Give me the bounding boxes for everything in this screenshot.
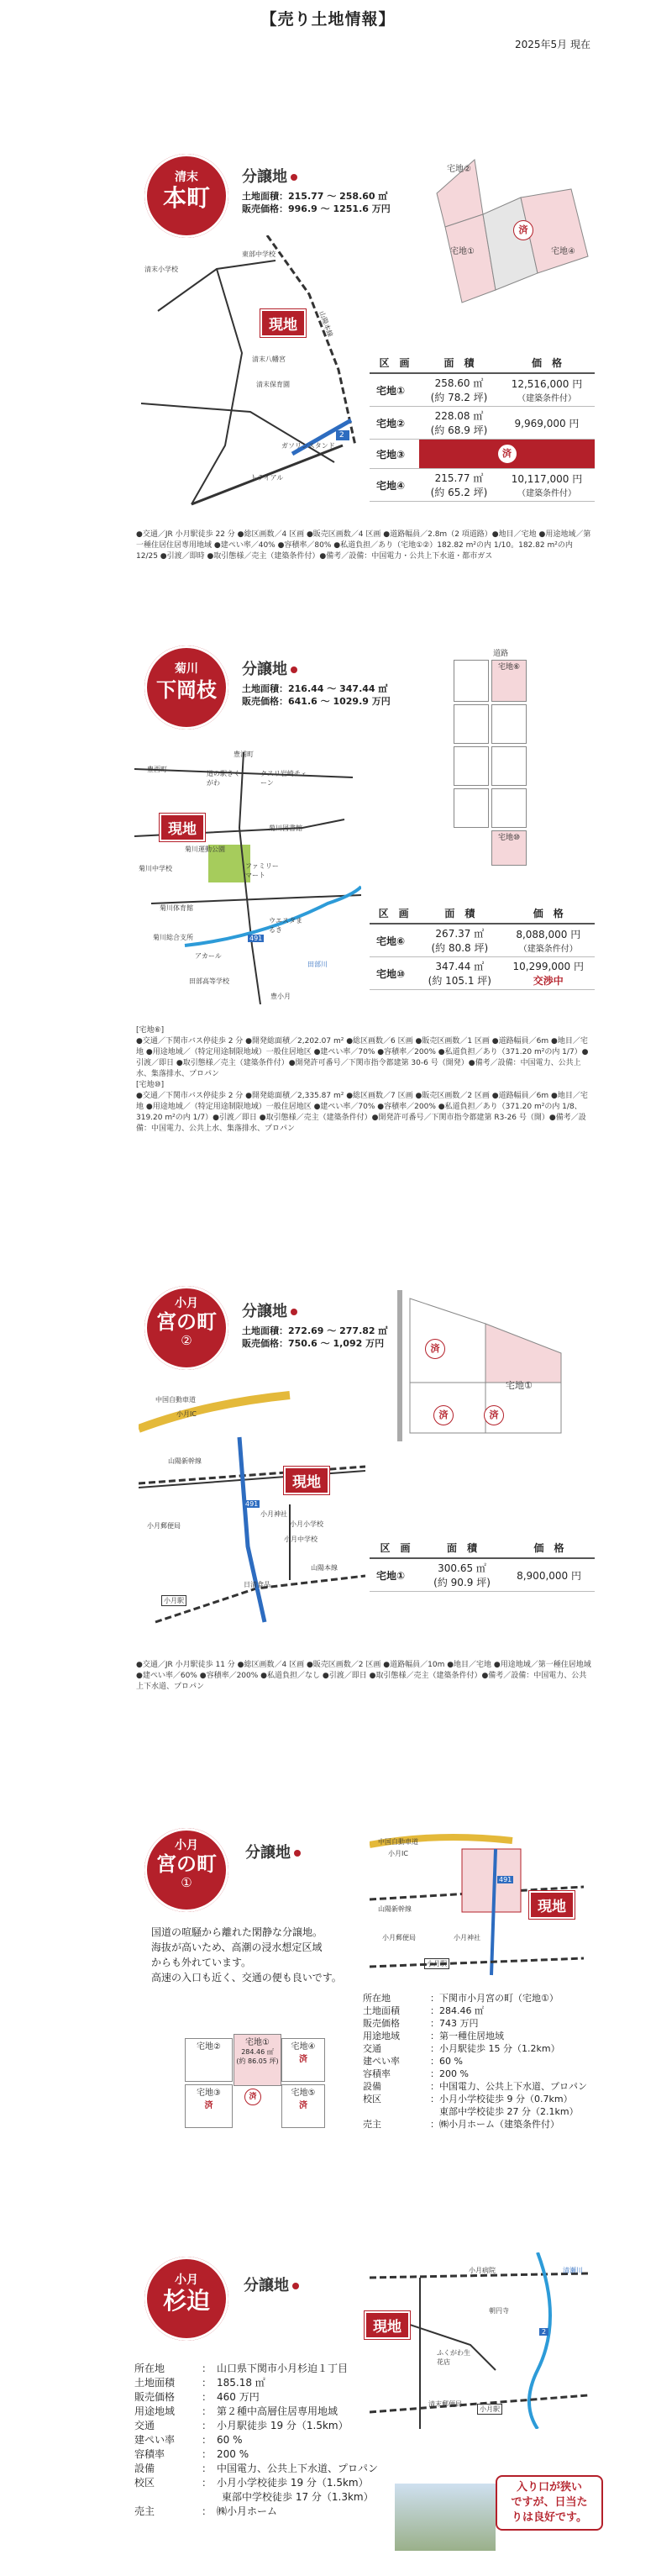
genchi-marker: 現地 <box>529 1891 575 1919</box>
map-label-junior-high: 小月中学校 <box>284 1536 318 1543</box>
table-row: 宅地③ 済 <box>370 440 595 469</box>
map-label-school: 小月小学校 <box>290 1520 323 1528</box>
route-491-icon: 491 <box>499 1876 512 1883</box>
genchi-marker: 現地 <box>160 814 205 841</box>
map-label-sports-park: 菊川運動公園 <box>185 845 225 853</box>
map-label-ic: 小月IC <box>176 1410 197 1418</box>
genchi-marker: 現地 <box>284 1467 329 1494</box>
map-label-shrine: 清末八幡宮 <box>252 356 286 363</box>
map-label-ic: 小月IC <box>388 1850 408 1857</box>
route-2-icon: 2 <box>539 2328 548 2336</box>
map-label-post: 清末郵便局 <box>428 2400 462 2408</box>
bunjochi-label: 分譲地 <box>242 1299 297 1321</box>
map-label-branch-office: 菊川総合支所 <box>153 934 193 941</box>
map-label-river: 田部川 <box>307 961 328 968</box>
map-label-expressway: 中国自動車道 <box>378 1838 418 1846</box>
map-label-expressway: 中国自動車道 <box>155 1396 196 1404</box>
route-2-icon: 2 <box>339 431 344 440</box>
plan-label-lot2: 宅地② <box>447 165 471 174</box>
genchi-marker: 現地 <box>260 309 306 337</box>
bunjochi-label: 分譲地 <box>242 165 297 187</box>
badge-koduki-sugisako: 小月 杉迫 <box>144 2257 228 2341</box>
bunjochi-label: 分譲地 <box>245 1841 301 1862</box>
route-491-icon: 491 <box>245 1500 259 1508</box>
detail-note: ●交通／JR 小月駅徒歩 11 分 ●総区画数／4 区画 ●販売区画数／2 区画 ●道路幅員／10m ●地目／宅地 ●用途地域／第一種住居地域 ●建ぺい率／60% ●容積率／200% ●私道負担／なし ●引渡／即日 ●取引態様／売主（建築条件付）●備考／設備：中国電力、公共上下水道、プロパン <box>136 1661 591 1691</box>
sold-mark: 済 <box>484 1405 504 1425</box>
map-label-trial: トライアル <box>250 474 284 482</box>
lot-plan: 宅地② 宅地① 284.46 ㎡ (約 86.05 坪) 済 宅地④ 済 宅地③ 済 宅地⑤ 済 <box>143 2021 353 2131</box>
property-info: 所在地 ： 山口県下関市小月杉迫１丁目 土地面積 ： 185.18 ㎡ 販売価格 ： 460 万円 用途地域 ： 第２種中高層住居専用地域 交通 ： 小月駅徒歩 19 分（1.5km） 建ぺい率 ： 60 % 容積率 ： 200 % 設備 ： 中国電力、公共上下水道、プロパン 校区 ： 小月小学校徒歩 19 分（1.5km） 東部中学校徒歩 17 分（1.3km） 売主 ： ㈱小月ホーム <box>134 2363 379 2517</box>
map-label-junior-high: 菊川中学校 <box>139 865 172 872</box>
map-label-high-school: 田部高等学校 <box>189 977 229 985</box>
map-label-junior-high: 東部中学校 <box>242 250 276 258</box>
note-callout: 入り口が狭い ですが、日当た りは良好です。 <box>496 2475 603 2531</box>
map-label-school: 清末小学校 <box>144 266 178 273</box>
sold-mark: 済 <box>433 1405 454 1425</box>
map-label-gas-station: ガソリンスタンド <box>281 442 335 450</box>
map-label-toyoura: 豊浦町 <box>234 751 254 758</box>
map-label-post: 小月郵便局 <box>382 1934 416 1941</box>
map-label-sanyo-line: 山陽本線 <box>318 309 334 339</box>
table-row: 宅地① 300.65 ㎡ (約 90.9 坪) 8,900,000 円 <box>370 1558 595 1592</box>
plan-label-road: 道路 <box>493 650 509 658</box>
map-label-westa: ウエスタまるき <box>269 917 302 934</box>
detail-note: ●交通／JR 小月駅徒歩 22 分 ●総区画数／4 区画 ●販売区画数／4 区画 ●道路幅員／2.8m（2 項道路）●地目／宅地 ●用途地域／第一種住居住居専用地域 ●建ぺい率／40% ●容積率／80% ●私道負担／あり（宅地①②）182.82 m²の内 1/10。182.82 m²の内 12/25 ●引渡／即時 ●取引態様／売主（建築条件付）●備考／設備：中国電力・公共上下水道・都市ガス <box>136 530 591 561</box>
map-label-shinkansen: 山陽新幹線 <box>378 1905 412 1913</box>
map-label-station: 小月駅 <box>161 1595 186 1606</box>
sold-mark: 済 <box>513 220 533 240</box>
map-label-nissin: 日清食品 <box>244 1581 270 1588</box>
detail-note-lot6: [宅地⑥] ●交通／下関市バス停徒歩 2 分 ●開発総面積／2,202.07 m² ●総区画数／6 区画 ●販売区画数／1 区画 ●道路幅員／6m ●地目／宅地 ●用途地域／（特定用途制限地域）一般住居地区 ●建ぺい率／70% ●容積率／200% ●私道負担／あり（371.20 m²の内 1/7）●引渡／即日 ●取引態様／売主（建築条件付）●開発許可番号／下関市指令都建第 30-6 号（開発）●備考／設備：中国電力、公共上水、集落排水、プロパン [宅地⑩] ●交通／下関市バス停徒歩 2 分 ●開発総面積／2,335.87 m² ●総区画数／7 区画 ●販売区画数／2 区画 ●道路幅員／6m ●地目／宅地 ●用途地域／（特定用途制限地域）一般住居地区 ●建ぺい率／70% ●容積率／200% ●私道負担／あり（371.20 m²の内 1/8、319.20 m²の内 1/7）●引渡／即日 ●取引態様／売主（建築条件付）●開発許可番号／下関市指令都建第 R3-26 号（開）●備考／設備：中国電力、公共上水、集落排水、プロパン <box>136 1026 589 1133</box>
site-photo <box>395 2484 496 2551</box>
map-label-sanyo-line: 山陽本線 <box>311 1564 338 1572</box>
table-row: 宅地④ 215.77 ㎡ (約 65.2 坪) 10,117,000 円 （建築条件付） <box>370 469 595 502</box>
area-map <box>141 235 359 513</box>
badge-koduki-miyanomachi-1: 小月 宮の町 ① <box>144 1828 228 1912</box>
map-label-familymart: ファミリーマート <box>245 862 279 879</box>
sold-mark: 済 <box>244 2089 261 2105</box>
table-row: 宅地⑥ 267.37 ㎡ (約 80.8 坪) 8,088,000 円 （建築条件付） <box>370 924 595 957</box>
sold-mark: 済 <box>425 1339 445 1359</box>
description: 国道の喧騒から離れた閑静な分譲地。 海抜が高いため、高潮の浸水想定区域 からも外れています。 高速の入口も近く、交通の便も良いです。 <box>151 1926 342 1983</box>
specs: 土地面積：216.44 ～ 347.44 ㎡ 販売価格：641.6 ～ 1029.9 万円 <box>242 683 391 707</box>
genchi-marker: 現地 <box>365 2311 410 2339</box>
bunjochi-label: 分譲地 <box>244 2273 299 2295</box>
plan-label-lot4: 宅地④ <box>551 247 575 256</box>
area-map <box>370 2252 588 2429</box>
badge-koduki-miyanomachi-2: 小月 宮の町 ② <box>144 1286 228 1370</box>
map-label-station: 小月駅 <box>424 1958 449 1969</box>
map-label-akaru: アカール <box>195 952 222 960</box>
lot-plan <box>428 155 596 328</box>
map-label-river: 清瀬川 <box>563 2267 583 2274</box>
table-row: 宅地① 258.60 ㎡ (約 78.2 坪) 12,516,000 円 （建築条件付） <box>370 373 595 407</box>
map-label-koduki: 豊小月 <box>270 993 291 1000</box>
map-label-shinkansen: 山陽新幹線 <box>168 1457 202 1465</box>
map-label-florist: ふくがわ生花店 <box>437 2349 470 2366</box>
bunjochi-label: 分譲地 <box>242 657 297 679</box>
badge-seimatsu-honmachi: 清末 本町 <box>144 154 228 238</box>
specs: 土地面積：272.69 ～ 277.82 ㎡ 販売価格：750.6 ～ 1,092 万円 <box>242 1325 388 1349</box>
lot-table: 区 画 面 積 価 格 宅地⑥ 267.37 ㎡ (約 80.8 坪) 8,088,000 円 （建築条件付） 宅地⑩ 347.44 ㎡ (約 105.1 坪) 10,299,000 円 交渉中 <box>370 903 595 990</box>
negotiating-label: 交渉中 <box>533 975 564 987</box>
map-label-post: 小月郵便局 <box>147 1522 181 1530</box>
table-row: 宅地② 228.08 ㎡ (約 68.9 坪) 9,969,000 円 <box>370 407 595 440</box>
map-label-shrine: 小月神社 <box>260 1510 287 1518</box>
map-label-nursery: 清末保育園 <box>256 381 290 388</box>
page-title: 【売り土地情報】 <box>260 10 396 29</box>
route-491-icon: 491 <box>249 935 263 942</box>
property-info: 所在地 ：下関市小月宮の町（宅地①） 土地面積 ：284.46 ㎡ 販売価格 ：743 万円 用途地域 ：第一種住居地域 交通 ：小月駅徒歩 15 分（1.2km） 建ぺい率 ：60 % 容積率 ：200 % 設備 ：中国電力、公共上下水道、プロパン 校区 ：小月小学校徒歩 9 分（0.7km） 東部中学校徒歩 27 分（2.1km） 売主 ：㈱小月ホーム（建築条件付） <box>363 1993 587 2130</box>
lot-table: 区 画 面 積 価 格 宅地① 300.65 ㎡ (約 90.9 坪) 8,900,000 円 <box>370 1538 595 1592</box>
lot-plan: 道路 宅地⑥ 宅地⑩ <box>441 647 559 866</box>
lot-table: 区 画 面 積 価 格 宅地① 258.60 ㎡ (約 78.2 坪) 12,516,000 円 （建築条件付） 宅地② 228.08 ㎡ (約 68.9 坪) 9,969,000 円 宅地③ 済 宅地④ 215.77 ㎡ (約 65.2 坪) 10,117,000 円 （建築条件付） <box>370 353 595 502</box>
table-row: 宅地⑩ 347.44 ㎡ (約 105.1 坪) 10,299,000 円 交渉中 <box>370 957 595 990</box>
map-label-library: 菊川図書館 <box>269 824 302 832</box>
map-label-temple: 朝円寺 <box>489 2307 509 2315</box>
map-label-shrine: 小月神社 <box>454 1934 480 1941</box>
map-label-gym: 菊川体育館 <box>160 904 193 912</box>
map-label-toyonishi: 豊西町 <box>147 766 167 773</box>
specs: 土地面積：215.77 ～ 258.60 ㎡ 販売価格：996.9 ～ 1251.6 万円 <box>242 191 391 214</box>
date-label: 2025年5月 現在 <box>515 39 590 50</box>
map-label-drugstore: クスリ岩崎チェーン <box>260 770 307 787</box>
badge-kikugawa-shimookaeda: 菊川 下岡枝 <box>144 645 228 730</box>
map-label-station: 小月駅 <box>477 2404 502 2415</box>
map-label-hospital: 小月病院 <box>469 2267 496 2274</box>
plan-label-lot1: 宅地① <box>506 1380 533 1391</box>
plan-label-lot1: 宅地① <box>450 247 475 256</box>
map-label-michinoeki: 道の駅きくがわ <box>207 770 240 787</box>
area-map <box>139 1378 365 1647</box>
